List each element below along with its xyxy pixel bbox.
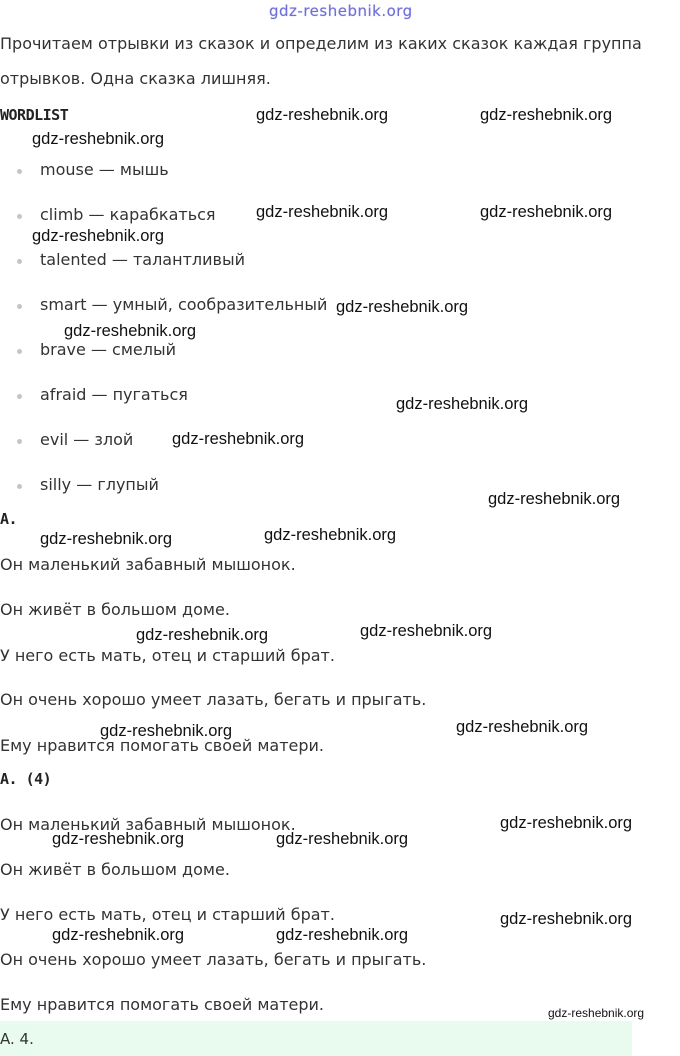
bullet-icon: [17, 394, 22, 399]
wordlist-item: mouse — мышь: [40, 160, 169, 179]
bullet-icon: [17, 439, 22, 444]
bullet-icon: [17, 169, 22, 174]
watermark: gdz-reshebnik.org: [264, 526, 397, 544]
watermark: gdz-reshebnik.org: [480, 106, 613, 124]
watermark: gdz-reshebnik.org: [52, 926, 185, 944]
intro-line-2: отрывков. Одна сказка лишняя.: [0, 69, 271, 88]
watermark: gdz-reshebnik.org: [52, 830, 185, 848]
wordlist-item: evil — злой: [40, 430, 134, 449]
watermark: gdz-reshebnik.org: [396, 395, 529, 413]
watermark: gdz-reshebnik.org: [500, 910, 633, 928]
section-1-line: Он живёт в большом доме.: [0, 600, 230, 619]
wordlist-item: silly — глупый: [40, 475, 159, 494]
site-banner: gdz-reshebnik.org: [269, 2, 413, 20]
watermark: gdz-reshebnik.org: [172, 430, 305, 448]
bullet-icon: [17, 349, 22, 354]
wordlist-item: afraid — пугаться: [40, 385, 188, 404]
section-1-line: Ему нравится помогать своей матери.: [0, 736, 324, 755]
section-2-line: Он живёт в большом доме.: [0, 860, 230, 879]
watermark: gdz-reshebnik.org: [548, 1006, 645, 1020]
watermark: gdz-reshebnik.org: [256, 106, 389, 124]
wordlist-item: talented — талантливый: [40, 250, 245, 269]
wordlist-item: brave — смелый: [40, 340, 176, 359]
watermark: gdz-reshebnik.org: [500, 814, 633, 832]
watermark: gdz-reshebnik.org: [40, 530, 173, 548]
section-1-label: A.: [0, 510, 18, 528]
bullet-icon: [17, 259, 22, 264]
section-2-line: У него есть мать, отец и старший брат.: [0, 905, 335, 924]
watermark: gdz-reshebnik.org: [136, 626, 269, 644]
watermark: gdz-reshebnik.org: [360, 622, 493, 640]
section-2-line: Ему нравится помогать своей матери.: [0, 995, 324, 1014]
section-1-line: Он очень хорошо умеет лазать, бегать и прыгать.: [0, 690, 427, 709]
watermark: gdz-reshebnik.org: [276, 926, 409, 944]
answer-box: [0, 1021, 632, 1056]
section-2-label: A. (4): [0, 770, 52, 788]
watermark: gdz-reshebnik.org: [336, 298, 469, 316]
wordlist-item: climb — карабкаться: [40, 205, 216, 224]
section-1-line: Он маленький забавный мышонок.: [0, 555, 296, 574]
bullet-icon: [17, 304, 22, 309]
section-2-line: Он очень хорошо умеет лазать, бегать и прыгать.: [0, 950, 427, 969]
watermark: gdz-reshebnik.org: [488, 490, 621, 508]
wordlist-item: smart — умный, сообразительный: [40, 295, 328, 314]
section-1-line: У него есть мать, отец и старший брат.: [0, 646, 335, 665]
wordlist-title: WORDLIST: [0, 106, 69, 124]
watermark: gdz-reshebnik.org: [64, 322, 197, 340]
answer-text: A. 4.: [0, 1030, 34, 1048]
watermark: gdz-reshebnik.org: [480, 203, 613, 221]
bullet-icon: [17, 484, 22, 489]
watermark: gdz-reshebnik.org: [276, 830, 409, 848]
watermark: gdz-reshebnik.org: [456, 718, 589, 736]
section-2-line: Он маленький забавный мышонок.: [0, 815, 296, 834]
bullet-icon: [17, 214, 22, 219]
watermark: gdz-reshebnik.org: [32, 227, 165, 245]
watermark: gdz-reshebnik.org: [256, 203, 389, 221]
watermark: gdz-reshebnik.org: [100, 722, 233, 740]
intro-line-1: Прочитаем отрывки из сказок и определим из каких сказок каждая группа: [0, 34, 642, 53]
watermark: gdz-reshebnik.org: [32, 130, 165, 148]
